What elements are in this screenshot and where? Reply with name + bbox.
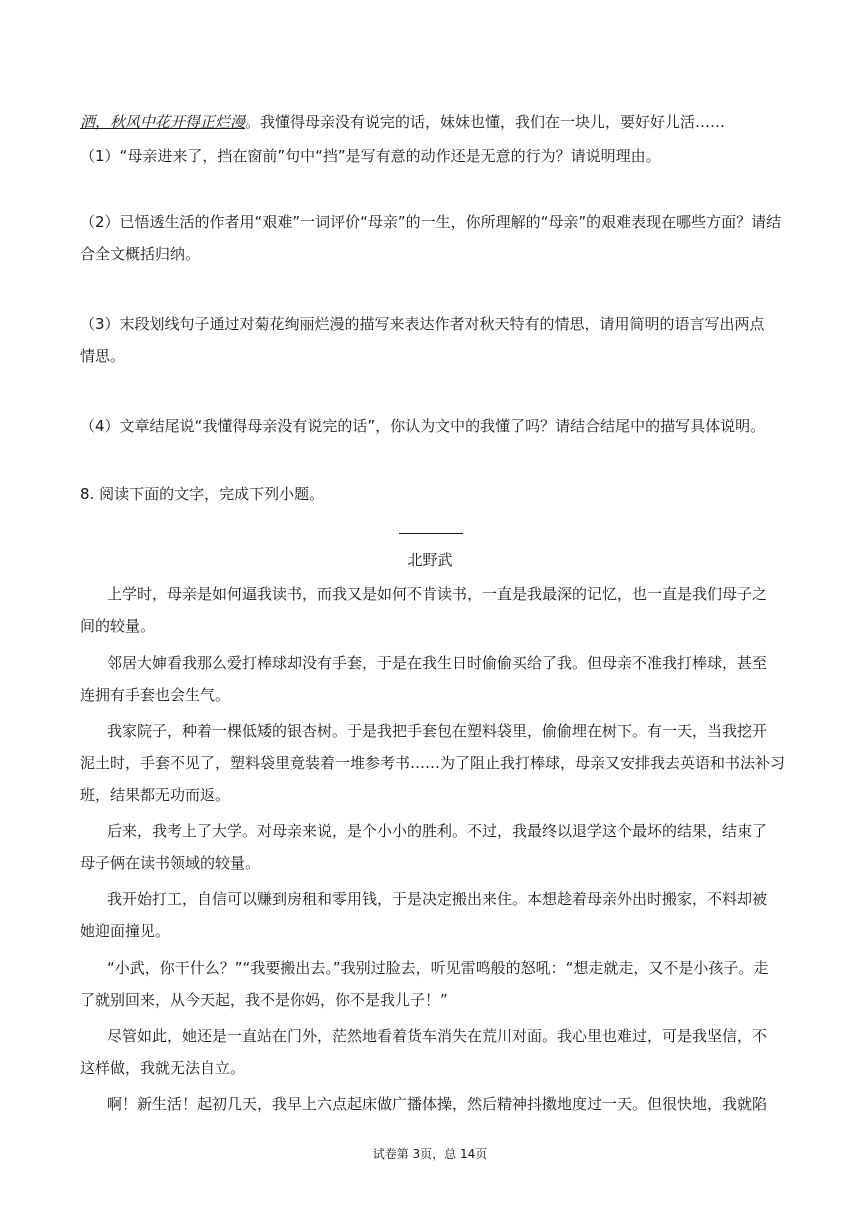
section-8-instruction: 8. 阅读下面的文字，完成下列小题。 xyxy=(80,485,325,503)
paragraph-line: “小武，你干什么？”“我要搬出去。”我别过脸去，听见雷鸣般的怒吼：“想走就走，又不是小孩子。走 xyxy=(107,959,769,977)
page-footer: 试卷第 3页，总 14页 xyxy=(372,1147,488,1161)
paragraph-line: 啊！新生活！起初几天，我早上六点起床做广播体操，然后精神抖擞地度过一天。但很快地，我就陷 xyxy=(107,1095,768,1113)
paragraph-line: 这样做，我就无法自立。 xyxy=(80,1059,246,1077)
question-2-line-2: 合全文概括归纳。 xyxy=(80,245,201,263)
question-2-line-1: （2）已悟透生活的作者用“艰难”一词评价“母亲”的一生，你所理解的“母亲”的艰难表现在哪些方面？请结 xyxy=(80,213,782,231)
paragraph-line: 母子俩在读书领域的较量。 xyxy=(80,854,261,872)
intro-text: 。我懂得母亲没有说完的话，妹妹也懂，我们在一块儿，要好好儿活…… xyxy=(245,113,726,131)
underlined-sentence: 洒，秋风中花开得正烂漫 xyxy=(80,113,246,131)
paragraph-line: 尽管如此，她还是一直站在门外，茫然地看着货车消失在荒川对面。我心里也难过，可是我坚信，不 xyxy=(107,1027,768,1045)
paragraph-line: 邻居大婶看我那么爱打棒球却没有手套，于是在我生日时偷偷买给了我。但母亲不准我打棒球，甚至 xyxy=(107,654,768,672)
title-blank xyxy=(399,533,463,534)
question-3-line-1: （3）末段划线句子通过对菊花绚丽烂漫的描写来表达作者对秋天特有的情思，请用简明的语言写出两点 xyxy=(80,315,765,333)
paragraph-line: 班，结果都无功而返。 xyxy=(80,786,231,804)
paragraph-line: 泥土时，手套不见了，塑料袋里竟装着一堆参考书……为了阻止我打棒球，母亲又安排我去英语和书法补习 xyxy=(80,754,786,772)
question-3-line-2: 情思。 xyxy=(80,347,126,365)
intro-line xyxy=(80,111,725,133)
paragraph-line: 间的较量。 xyxy=(80,617,156,635)
question-4: （4）文章结尾说“我懂得母亲没有说完的话”，你认为文中的我懂了吗？请结合结尾中的描写具体说明。 xyxy=(80,417,766,435)
paragraph-line: 上学时，母亲是如何逼我读书，而我又是如何不肯读书，一直是我最深的记忆，也一直是我们母子之 xyxy=(107,585,768,603)
paragraph-line: 我家院子，种着一棵低矮的银杏树。于是我把手套包在塑料袋里，偷偷埋在树下。有一天，当我挖开 xyxy=(107,722,768,740)
question-1: （1）“母亲进来了，挡在窗前”句中“挡”是写有意的动作还是无意的行为？请说明理由。 xyxy=(80,147,661,165)
paragraph-line: 她迎面撞见。 xyxy=(80,922,171,940)
paragraph-line: 我开始打工，自信可以赚到房租和零用钱，于是决定搬出来住。本想趁着母亲外出时搬家，不料却被 xyxy=(107,890,768,908)
author: 北野武 xyxy=(407,551,453,569)
paragraph-line: 后来，我考上了大学。对母亲来说，是个小小的胜利。不过，我最终以退学这个最坏的结果，结束了 xyxy=(107,822,768,840)
paragraph-line: 连拥有手套也会生气。 xyxy=(80,686,231,704)
paragraph-line: 了就别回来，从今天起，我不是你妈，你不是我儿子！” xyxy=(80,991,448,1009)
